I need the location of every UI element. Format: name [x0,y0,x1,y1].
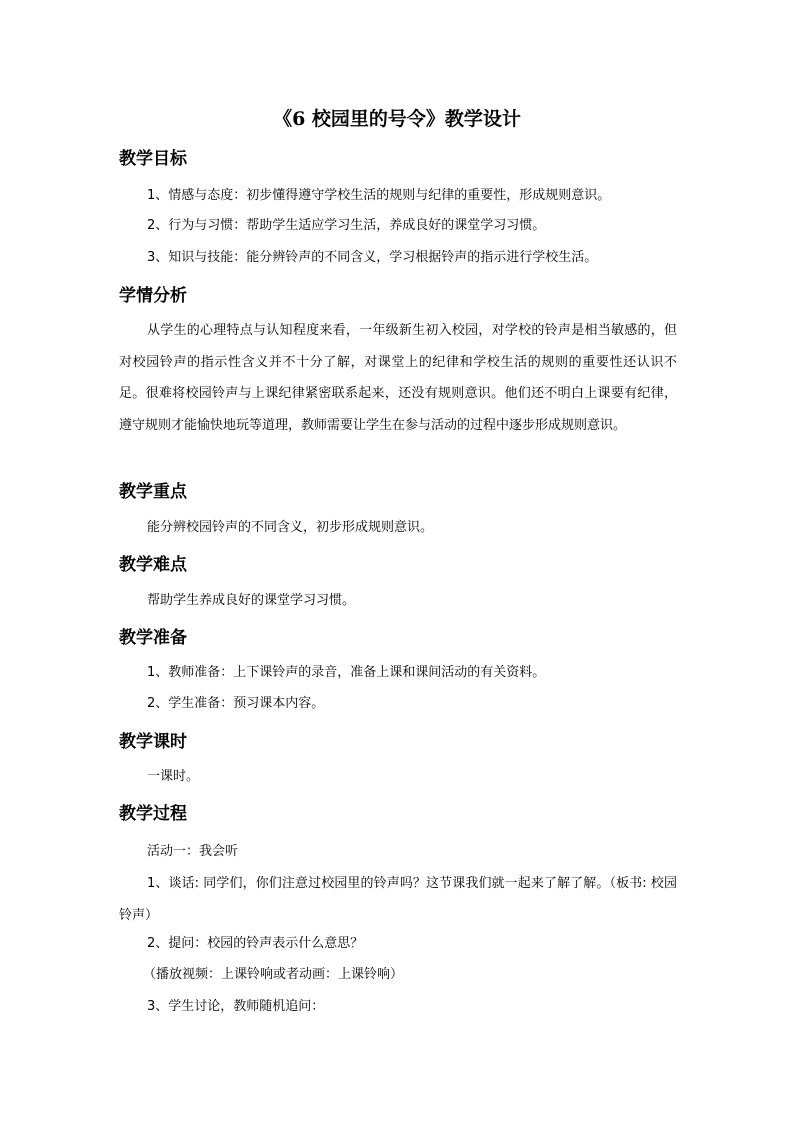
analysis-paragraph: 从学生的心理特点与认知程度来看，一年级新生初入校园，对学校的铃声是相当敏感的，但对校园铃声的指示性含义并不十分了解，对课堂上的纪律和学校生活的规则的重要性还认识不足。很难将校园铃声与上课纪律紧密联系起来，还没有规则意识。他们还不明白上课要有纪律，遵守规则才能愉快地玩等道理，教师需要让学生在参与活动的过程中逐步形成规则意识。 [119,323,677,433]
preparation-item-1: 1、教师准备：上下课铃声的录音，准备上课和课间活动的有关资料。 [147,665,546,680]
heading-objectives: 教学目标 [119,149,187,169]
preparation-item-2: 2、学生准备：预习课本内容。 [147,696,325,711]
process-item-3: 3、学生讨论，教师随机追问： [147,999,325,1014]
process-activity-1: 活动一：我会听 [147,844,239,859]
objective-item-1: 1、情感与态度：初步懂得遵守学校生活的规则与纪律的重要性，形成规则意识。 [147,188,611,203]
process-item-2-note: （播放视频：上课铃响或者动画：上课铃响） [143,967,404,982]
document-title: 《6 校园里的号令》教学设计 [273,108,521,130]
objective-item-3: 3、知识与技能：能分辨铃声的不同含义，学习根据铃声的指示进行学校生活。 [147,250,598,265]
objective-item-2: 2、行为与习惯：帮助学生适应学习生活，养成良好的课堂学习习惯。 [147,218,546,233]
process-item-1: 1、谈话: 同学们，你们注意过校园里的铃声吗？这节课我们就一起来了解了解。（板书: 校园铃声） [119,876,677,923]
heading-difficulties: 教学难点 [119,555,187,575]
period-text: 一课时。 [147,769,200,784]
heading-period: 教学课时 [119,732,187,752]
difficulties-text: 帮助学生养成良好的课堂学习习惯。 [147,593,356,608]
process-item-2: 2、提问：校园的铃声表示什么意思？ [147,936,364,951]
heading-key-points: 教学重点 [119,482,187,502]
key-points-text: 能分辨校园铃声的不同含义，初步形成规则意识。 [147,520,434,535]
heading-process: 教学过程 [119,804,187,824]
heading-preparation: 教学准备 [119,628,187,648]
heading-analysis: 学情分析 [119,286,187,306]
